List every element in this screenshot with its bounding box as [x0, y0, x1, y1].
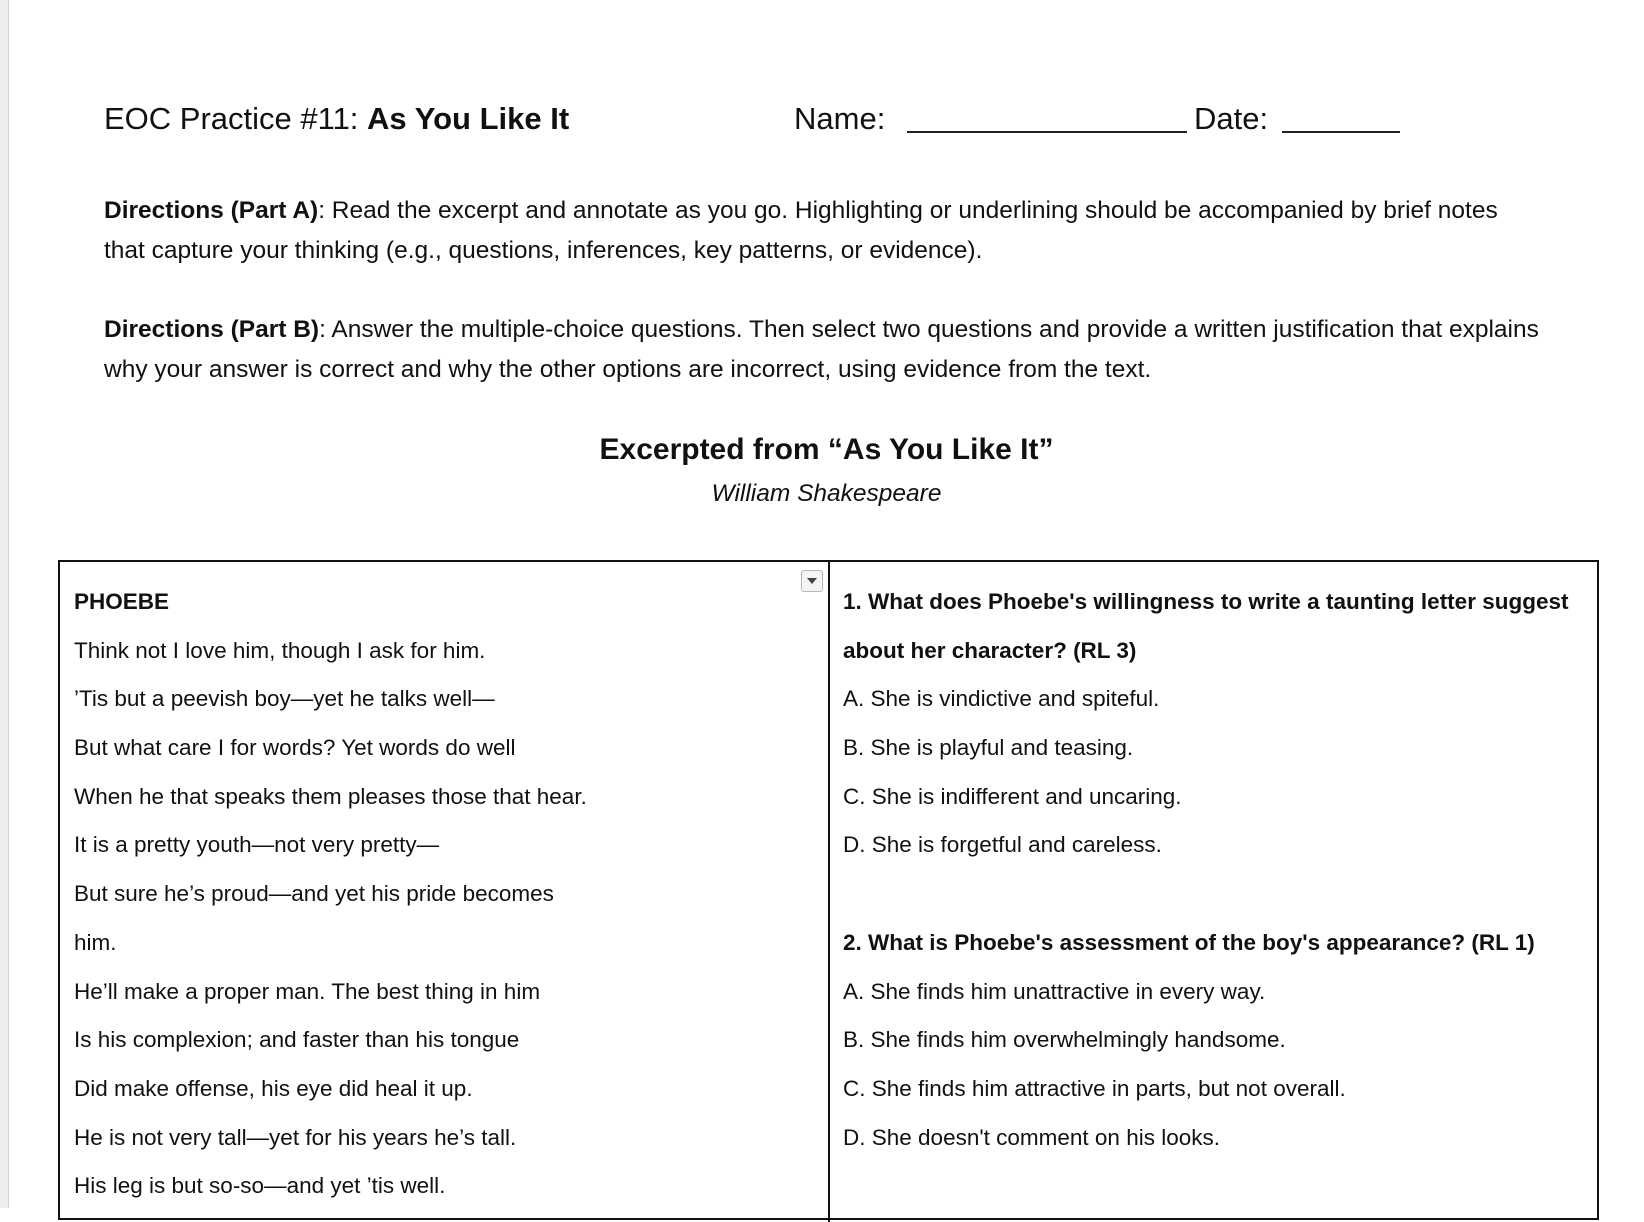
date-label: Date:	[1194, 101, 1269, 136]
passage-line: When he that speaks them pleases those that hear.	[74, 783, 587, 809]
question-1-option-d[interactable]: D. She is forgetful and careless.	[843, 832, 1162, 858]
directions-part-b-text: : Answer the multiple-choice questions. Then select two questions and provide a written justification that explains why your answer is correct and why the other options are incorrect, using evidence from the text.	[104, 316, 1539, 383]
question-2-option-c[interactable]: C. She finds him attractive in parts, but not overall.	[843, 1075, 1346, 1101]
passage-question-table	[58, 560, 1599, 1220]
question-1-option-b[interactable]: B. She is playful and teasing.	[843, 735, 1134, 761]
question-spacer	[843, 870, 1588, 919]
question-1-option-c[interactable]: C. She is indifferent and uncaring.	[843, 783, 1182, 809]
question-2-option-a[interactable]: A. She finds him unattractive in every way.	[843, 978, 1266, 1004]
question-2-option-d[interactable]: D. She doesn't comment on his looks.	[843, 1124, 1220, 1150]
passage-line: His leg is but so-so—and yet ’tis well.	[74, 1173, 446, 1199]
question-1-option-a[interactable]: A. She is vindictive and spiteful.	[843, 686, 1160, 712]
passage-line: But sure he’s proud—and yet his pride becomes	[74, 881, 554, 907]
question-2-option-b[interactable]: B. She finds him overwhelmingly handsome.	[843, 1027, 1286, 1053]
passage-column	[74, 578, 814, 1211]
passage-line: Did make offense, his eye did heal it up.	[74, 1075, 473, 1101]
document-page	[9, 0, 1644, 1208]
directions-part-b	[104, 310, 1544, 390]
excerpt-author: William Shakespeare	[711, 480, 942, 507]
passage-line: him.	[74, 929, 117, 955]
passage-line: But what care I for words? Yet words do well	[74, 735, 516, 761]
directions-part-a-label: Directions (Part A)	[104, 197, 319, 224]
title-bold: As You Like It	[367, 101, 570, 136]
passage-line: Is his complexion; and faster than his tongue	[74, 1027, 520, 1053]
page-left-margin	[0, 0, 9, 1208]
directions-part-a	[104, 191, 1544, 271]
passage-line: It is a pretty youth—not very pretty—	[74, 832, 440, 858]
title-prefix: EOC Practice #11:	[104, 101, 368, 136]
passage-speaker: PHOEBE	[74, 589, 170, 614]
questions-column	[843, 578, 1588, 1162]
worksheet-header	[104, 96, 1404, 142]
passage-line: He’ll make a proper man. The best thing in him	[74, 978, 541, 1004]
passage-line: Think not I love him, though I ask for him.	[74, 637, 486, 663]
question-2-stem: 2. What is Phoebe's assessment of the boy's appearance? (RL 1)	[843, 929, 1535, 955]
passage-line: ’Tis but a peevish boy—yet he talks well—	[74, 686, 495, 712]
directions-part-b-label: Directions (Part B)	[104, 316, 320, 343]
date-blank-line[interactable]	[1282, 131, 1400, 133]
table-column-divider	[828, 562, 830, 1222]
excerpt-title: Excerpted from “As You Like It”	[599, 433, 1054, 466]
question-1-stem: 1. What does Phoebe's willingness to write a taunting letter suggest	[843, 589, 1569, 614]
passage-line: He is not very tall—yet for his years he’s tall.	[74, 1124, 517, 1150]
directions-part-a-text: : Read the excerpt and annotate as you go. Highlighting or underlining should be accompanied by brief notes that capture your thinking (e.g., questions, inferences, key patterns, or evidence).	[104, 197, 1498, 264]
name-blank-line[interactable]	[907, 131, 1187, 133]
name-label: Name:	[794, 101, 886, 136]
question-1-stem-continued: about her character? (RL 3)	[843, 637, 1137, 663]
worksheet-title	[104, 96, 569, 142]
